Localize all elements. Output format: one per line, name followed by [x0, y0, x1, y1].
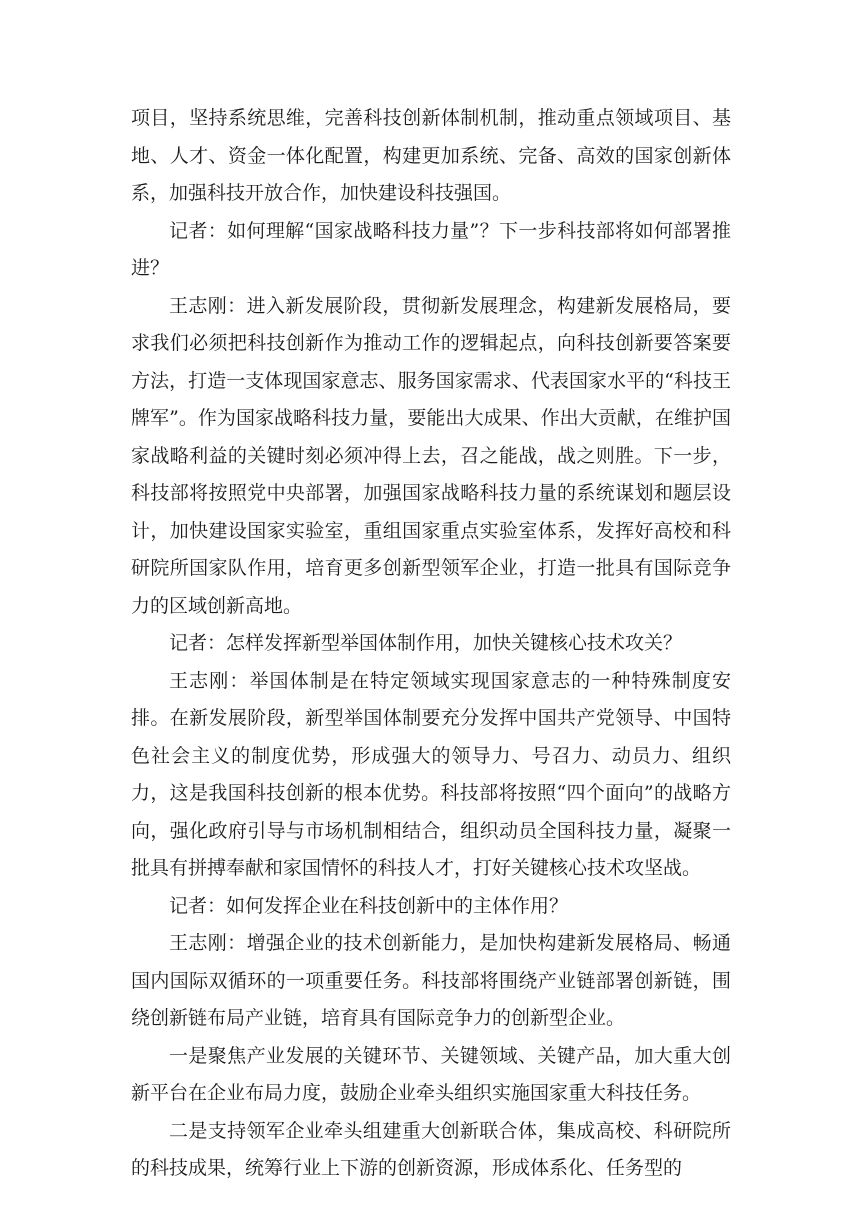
paragraph-answer-2: 王志刚：举国体制是在特定领域实现国家意志的一种特殊制度安排。在新发展阶段，新型举国体制要充分发挥中国共产党领导、中国特色社会主义的制度优势，形成强大的领导力、号召力、动员力、组织力，这是我国科技创新的根本优势。科技部将按照“四个面向”的战略方向，强化政府引导与市场机制相结合，组织动员全国科技力量，凝聚一批具有拼搏奉献和家国情怀的科技人才，打好关键核心技术攻坚战。: [131, 669, 731, 879]
paragraph-reporter-question-1: 记者：如何理解“国家战略科技力量”？下一步科技部将如何部署推进？: [131, 219, 731, 279]
paragraph-reporter-question-2: 记者：怎样发挥新型举国体制作用，加快关键核心技术攻关？: [169, 632, 683, 654]
paragraph-continuation: 项目，坚持系统思维，完善科技创新体制机制，推动重点领域项目、基地、人才、资金一体化配置，构建更加系统、完备、高效的国家创新体系，加强科技开放合作，加快建设科技强国。: [131, 107, 731, 204]
paragraph-answer-3: 王志刚：增强企业的技术创新能力，是加快构建新发展格局、畅通国内国际双循环的一项重要任务。科技部将围绕产业链部署创新链，围绕创新链布局产业链，培育具有国际竞争力的创新型企业。: [131, 932, 731, 1029]
paragraph-point-1: 一是聚焦产业发展的关键环节、关键领域、关键产品，加大重大创新平台在企业布局力度，鼓励企业牵头组织实施国家重大科技任务。: [131, 1044, 731, 1104]
paragraph-reporter-question-3: 记者：如何发挥企业在科技创新中的主体作用？: [169, 894, 569, 917]
article-body: [131, 100, 731, 1188]
paragraph-answer-1: 王志刚：进入新发展阶段，贯彻新发展理念，构建新发展格局，要求我们必须把科技创新作为推动工作的逻辑起点，向科技创新要答案要方法，打造一支体现国家意志、服务国家需求、代表国家水平的“科技王牌军”。作为国家战略科技力量，要能出大成果、作出大贡献，在维护国家战略利益的关键时刻必须冲得上去，召之能战，战之则胜。下一步，科技部将按照党中央部署，加强国家战略科技力量的系统谋划和题层设计，加快建设国家实验室，重组国家重点实验室体系，发挥好高校和科研院所国家队作用，培育更多创新型领军企业，打造一批具有国际竞争力的区域创新高地。: [131, 294, 731, 617]
paragraph-point-2: 二是支持领军企业牵头组建重大创新联合体，集成高校、科研院所的科技成果，统筹行业上下游的创新资源，形成体系化、任务型的: [131, 1119, 731, 1179]
